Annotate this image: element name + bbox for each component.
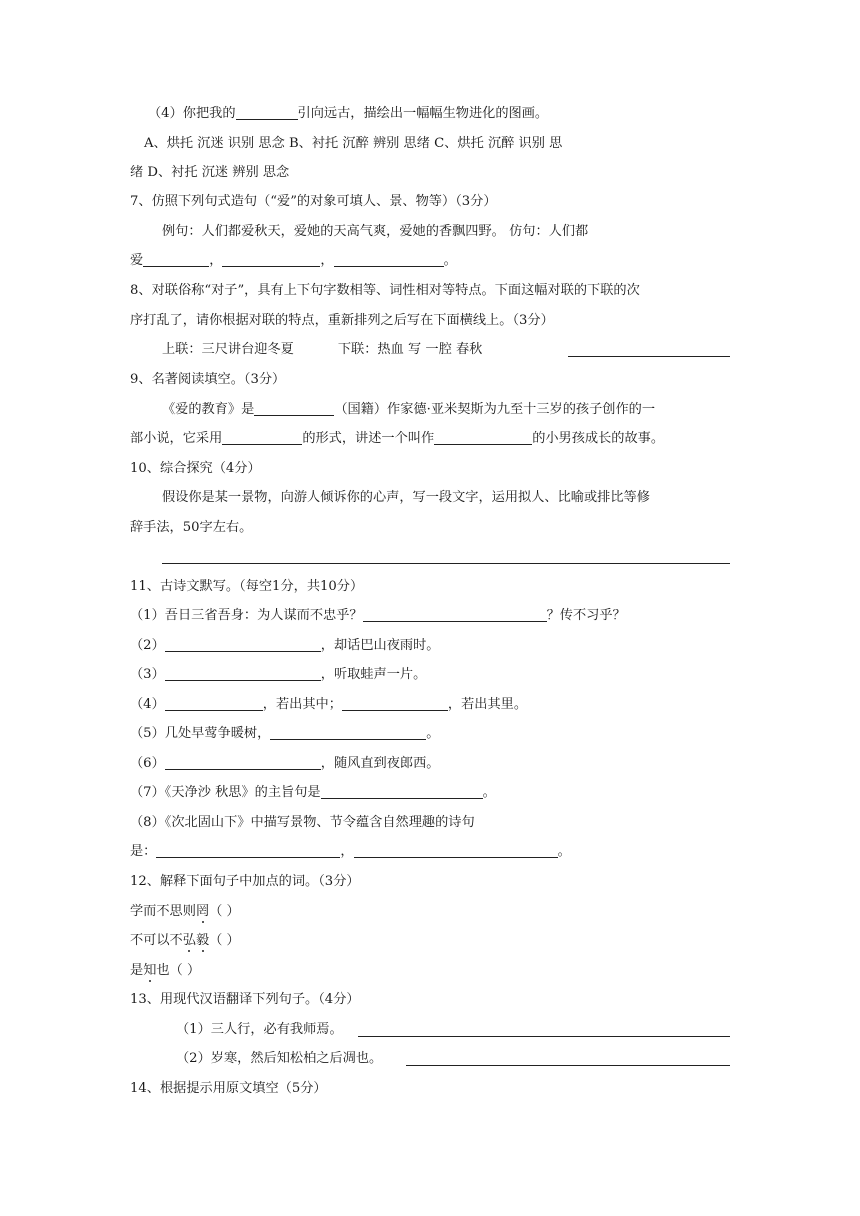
answer-blank[interactable] bbox=[165, 636, 321, 652]
q13-sentence-2: （2）岁寒，然后知松柏之后凋也。 bbox=[176, 1051, 383, 1066]
q10-prompt-1: 假设你是某一景物，向游人倾诉你的心声，写一段文字，运用拟人、比喻或排比等修 bbox=[162, 490, 650, 505]
answer-blank[interactable]: （ ） bbox=[209, 904, 240, 919]
q13-title: 13、用现代汉语翻译下列句子。（4分） bbox=[130, 992, 360, 1007]
dotted-word: 毅 bbox=[195, 933, 210, 948]
q9-title: 9、名著阅读填空。（3分） bbox=[130, 372, 286, 387]
answer-blank[interactable] bbox=[334, 251, 444, 267]
answer-blank[interactable] bbox=[363, 606, 547, 622]
answer-blank[interactable] bbox=[222, 251, 320, 267]
q8-title: 8、对联俗称“对子”，具有上下句字数相等、词性相对等特点。下面这幅对联的下联的次 bbox=[130, 283, 640, 298]
answer-blank[interactable]: （ ） bbox=[209, 933, 240, 948]
q13-answer-line-2[interactable] bbox=[406, 1065, 730, 1066]
q6-options-line2: 绪 D、衬托 沉迷 辨别 思念 bbox=[130, 165, 290, 180]
q11-line-6: （6） ，随风直到夜郎西。 bbox=[130, 756, 440, 771]
answer-blank[interactable] bbox=[165, 754, 321, 770]
q6-item-4: （4）你把我的 引向远古，描绘出一幅幅生物进化的图画。 bbox=[148, 106, 549, 121]
q14-title: 14、根据提示用原文填空（5分） bbox=[130, 1081, 327, 1096]
answer-blank[interactable] bbox=[143, 251, 209, 267]
q9-line1: 《爱的教育》是 （国籍）作家德·亚米契斯为九至十三岁的孩子创作的一 bbox=[162, 402, 656, 417]
q13-answer-line-1[interactable] bbox=[358, 1036, 730, 1037]
dotted-word: 罔 bbox=[195, 904, 210, 919]
answer-blank[interactable] bbox=[354, 842, 558, 858]
q13-sentence-1: （1）三人行，必有我师焉。 bbox=[176, 1022, 343, 1037]
q10-answer-line[interactable] bbox=[162, 563, 730, 564]
q11-line-4: （4） ，若出其中； ，若出其里。 bbox=[130, 697, 528, 712]
q12-sentence-3: 是知也（ ） bbox=[130, 963, 201, 978]
q11-line-2: （2） ，却话巴山夜雨时。 bbox=[130, 638, 440, 653]
q7-example: 例句：人们都爱秋天，爱她的天高气爽，爱她的香飘四野。 仿句：人们都 bbox=[162, 224, 589, 239]
q8-lower-couplet: 下联：热血 写 一腔 春秋 bbox=[337, 342, 483, 357]
q11-line-5: （5）几处早莺争暖树， 。 bbox=[130, 726, 440, 741]
answer-blank[interactable] bbox=[321, 783, 483, 799]
q11-line-3: （3） ，听取蛙声一片。 bbox=[130, 667, 427, 682]
q10-prompt-2: 辞手法，50字左右。 bbox=[130, 520, 253, 535]
dotted-word: 弘 bbox=[182, 933, 196, 948]
q10-title: 10、综合探究（4分） bbox=[130, 461, 261, 476]
q11-line-1: （1）吾日三省吾身：为人谋而不忠乎？ ？传不习乎？ bbox=[130, 608, 626, 623]
answer-blank[interactable] bbox=[156, 842, 340, 858]
q11-line-7: （7）《天净沙 秋思》的主旨句是 。 bbox=[130, 785, 496, 800]
answer-blank[interactable] bbox=[434, 429, 532, 445]
answer-blank[interactable] bbox=[222, 429, 302, 445]
q11-line-8-answer: 是： ， 。 bbox=[130, 844, 571, 859]
answer-blank[interactable] bbox=[270, 724, 426, 740]
q7-title: 7、仿照下列句式造句（“爱”的对象可填人、景、物等）（3分） bbox=[130, 194, 497, 209]
q7-answer-line: 爱 ， ， 。 bbox=[130, 253, 457, 268]
q8-answer-line[interactable] bbox=[568, 356, 730, 357]
answer-blank[interactable] bbox=[236, 104, 298, 120]
q12-sentence-1: 学而不思则罔（ ） bbox=[130, 904, 240, 919]
answer-blank[interactable] bbox=[254, 400, 334, 416]
q8-upper-couplet: 上联：三尺讲台迎冬夏 bbox=[162, 342, 294, 357]
q12-sentence-2: 不可以不弘毅（ ） bbox=[130, 933, 240, 948]
dotted-word: 知 bbox=[143, 963, 157, 978]
answer-blank[interactable] bbox=[342, 695, 448, 711]
answer-blank[interactable]: 也（ ） bbox=[156, 963, 201, 978]
answer-blank[interactable] bbox=[165, 665, 321, 681]
q9-line2: 部小说，它采用 的形式，讲述一个叫作 的小男孩成长的故事。 bbox=[130, 431, 665, 446]
q8-couplet bbox=[162, 340, 482, 360]
answer-blank[interactable] bbox=[165, 695, 263, 711]
q8-title-2: 序打乱了，请你根据对联的特点，重新排列之后写在下面横线上。（3分） bbox=[130, 313, 554, 328]
q11-title: 11、古诗文默写。（每空1分，共10分） bbox=[130, 579, 364, 594]
q6-options-line1: A、烘托 沉迷 识别 思念 B、衬托 沉醉 辨别 思绪 C、烘托 沉醉 识别 思 bbox=[144, 136, 563, 151]
q12-title: 12、解释下面句子中加点的词。（3分） bbox=[130, 874, 360, 889]
q11-line-8: （8）《次北固山下》中描写景物、节令蕴含自然理趣的诗句 bbox=[130, 815, 475, 830]
